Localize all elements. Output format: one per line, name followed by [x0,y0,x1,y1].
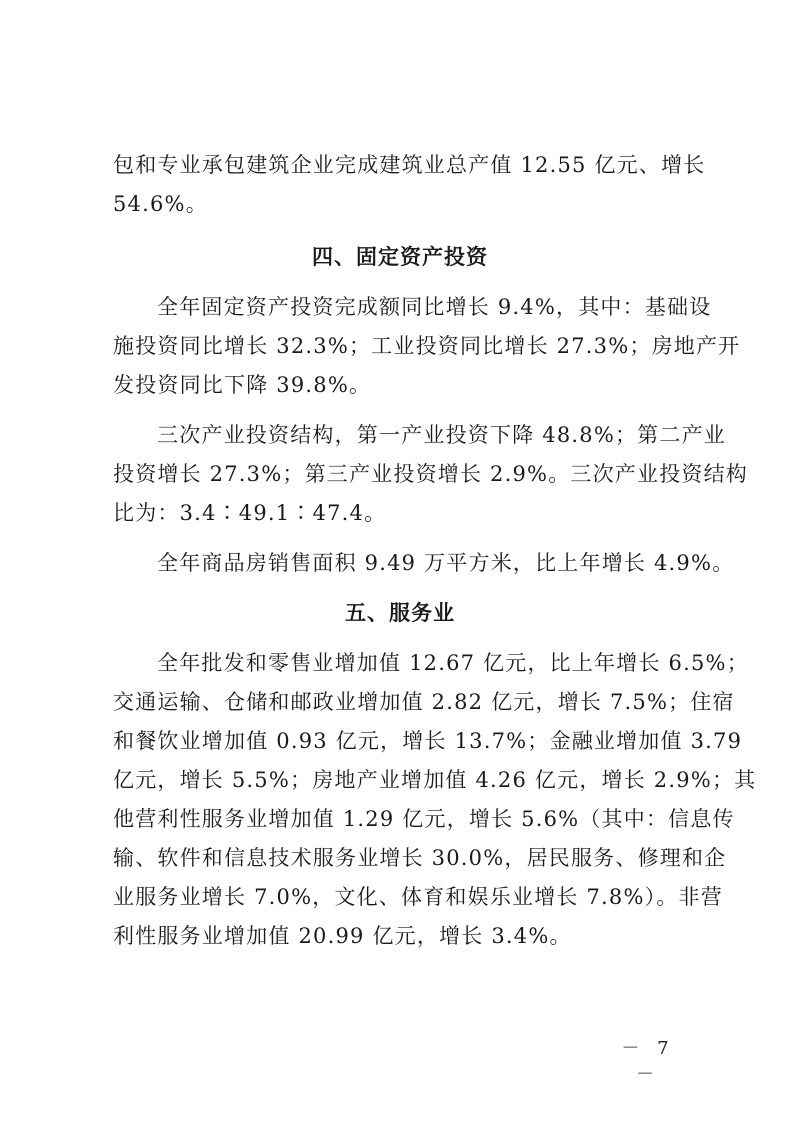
body-text-line: 和餐饮业增加值 0.93 亿元，增长 13.7%；金融业增加值 3.79 [113,729,743,753]
body-text-line: 亿元，增长 5.5%；房地产业增加值 4.26 亿元，增长 2.9%；其 [113,768,757,792]
body-text-line: 业服务业增长 7.0%，文化、体育和娱乐业增长 7.8%）。非营 [113,885,723,909]
body-text-line: 施投资同比增长 32.3%；工业投资同比增长 27.3%；房地产开 [113,334,741,358]
page-number: － 7 － [621,1038,675,1085]
body-text-line: 54.6%。 [113,192,208,216]
body-text-line: 全年批发和零售业增加值 12.67 亿元，比上年增长 6.5%； [157,651,749,675]
body-text-line: 他营利性服务业增加值 1.29 亿元，增长 5.6%（其中：信息传 [113,807,735,831]
section-heading-services: 五、服务业 [345,601,455,625]
section-heading-fixed-asset-investment: 四、固定资产投资 [312,245,488,269]
body-text-line: 投资增长 27.3%；第三产业投资增长 2.9%。三次产业投资结构 [113,462,749,486]
body-text-line: 全年商品房销售面积 9.49 万平方米，比上年增长 4.9%。 [157,551,735,575]
body-text-line: 发投资同比下降 39.8%。 [113,373,372,397]
body-text-line: 输、软件和信息技术服务业增长 30.0%，居民服务、修理和企 [113,846,727,870]
body-text-line: 三次产业投资结构，第一产业投资下降 48.8%；第二产业 [157,423,726,447]
body-text-line: 比为：3.4∶49.1∶47.4。 [113,501,387,525]
body-text-line: 交通运输、仓储和邮政业增加值 2.82 亿元，增长 7.5%；住宿 [113,690,735,714]
body-text-line: 包和专业承包建筑企业完成建筑业总产值 12.55 亿元、增长 [113,153,706,177]
body-text-line: 利性服务业增加值 20.99 亿元，增长 3.4%。 [113,924,572,948]
body-text-line: 全年固定资产投资完成额同比增长 9.4%，其中：基础设 [157,295,712,319]
